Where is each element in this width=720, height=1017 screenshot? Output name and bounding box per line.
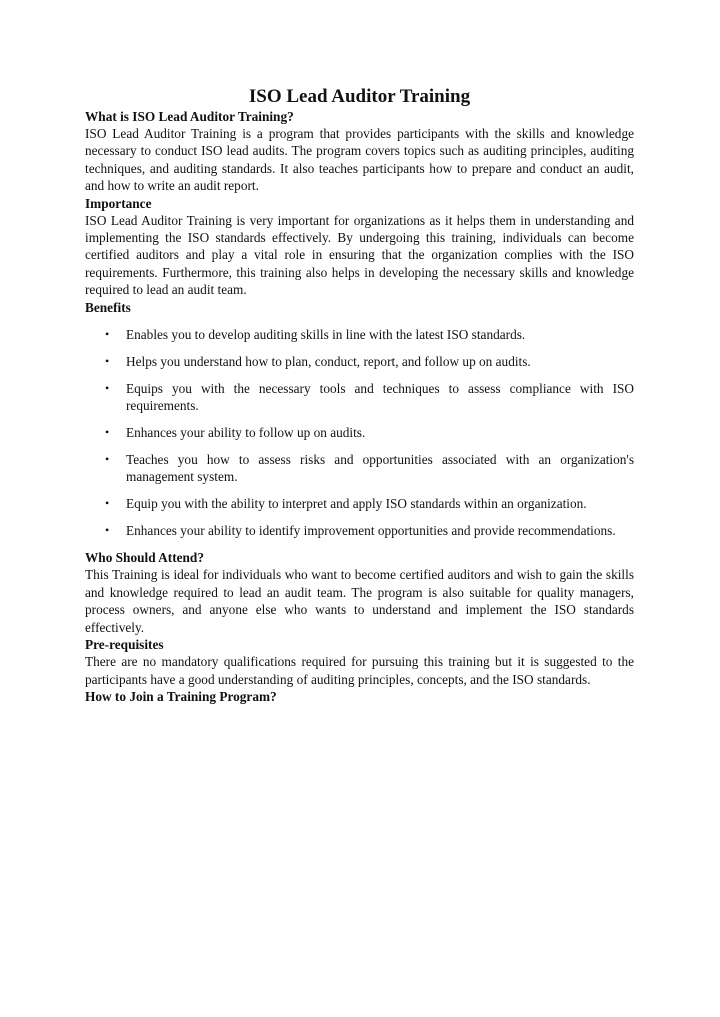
- list-item: [85, 353, 634, 370]
- bullet-icon: •: [105, 326, 110, 341]
- paragraph-what-is: ISO Lead Auditor Training is a program that provides participants with the skills and knowledge necessary to conduct ISO lead audits. The program covers topics such as auditing principles, auditing techniques, and auditing standards. It also teaches participants how to prepare and conduct an audit, and how to write an audit report.: [85, 126, 634, 194]
- list-item: [85, 495, 634, 512]
- benefits-list: [85, 326, 634, 540]
- list-item-text: Helps you understand how to plan, conduct, report, and follow up on audits.: [126, 353, 531, 369]
- bullet-icon: •: [105, 452, 110, 467]
- list-item-text: Enhances your ability to identify improvement opportunities and provide recommendations.: [126, 523, 616, 539]
- heading-who-should-attend: Who Should Attend?: [85, 550, 204, 566]
- heading-how-to-join: How to Join a Training Program?: [85, 688, 277, 704]
- list-item: [85, 424, 634, 441]
- list-item-text: Enables you to develop auditing skills in line with the latest ISO standards.: [126, 326, 526, 342]
- bullet-icon: •: [105, 425, 110, 440]
- list-item-text: Enhances your ability to follow up on audits.: [126, 425, 366, 441]
- document-page: [0, 86, 720, 1017]
- heading-benefits: Benefits: [85, 299, 131, 315]
- paragraph-who-should-attend: This Training is ideal for individuals who want to become certified auditors and wish to gain the skills and knowledge required to lead an audit team. The program is also suitable for quality managers, process owners, and anyone else who wants to understand and implement the ISO standards effectively.: [85, 567, 634, 635]
- list-item: [85, 326, 634, 343]
- bullet-icon: •: [105, 353, 110, 368]
- heading-importance: Importance: [85, 195, 152, 211]
- paragraph-pre-requisites: There are no mandatory qualifications required for pursuing this training but it is suggested to the participants have a good understanding of auditing principles, concepts, and the ISO standards.: [85, 654, 634, 687]
- page-title: ISO Lead Auditor Training: [248, 86, 471, 107]
- paragraph-importance: ISO Lead Auditor Training is very important for organizations as it helps them in understanding and implementing the ISO standards effectively. By undergoing this training, individuals can become certified auditors and play a vital role in ensuring that the organization complies with the ISO requirements. Furthermore, this training also helps in developing the necessary skills and knowledge required to lead an audit team.: [85, 212, 634, 298]
- list-item-text: Teaches you how to assess risks and opportunities associated with an organization's management system.: [126, 452, 634, 485]
- list-item-text: Equip you with the ability to interpret and apply ISO standards within an organization.: [126, 496, 587, 512]
- list-item-text: Equips you with the necessary tools and techniques to assess compliance with ISO requirements.: [126, 380, 634, 414]
- bullet-icon: •: [105, 523, 110, 538]
- bullet-icon: •: [105, 496, 110, 511]
- list-item: [85, 522, 634, 539]
- heading-what-is: What is ISO Lead Auditor Training?: [85, 109, 294, 124]
- list-item: [85, 451, 634, 486]
- bullet-icon: •: [105, 380, 110, 395]
- heading-pre-requisites: Pre-requisites: [85, 637, 164, 653]
- list-item: [85, 380, 634, 415]
